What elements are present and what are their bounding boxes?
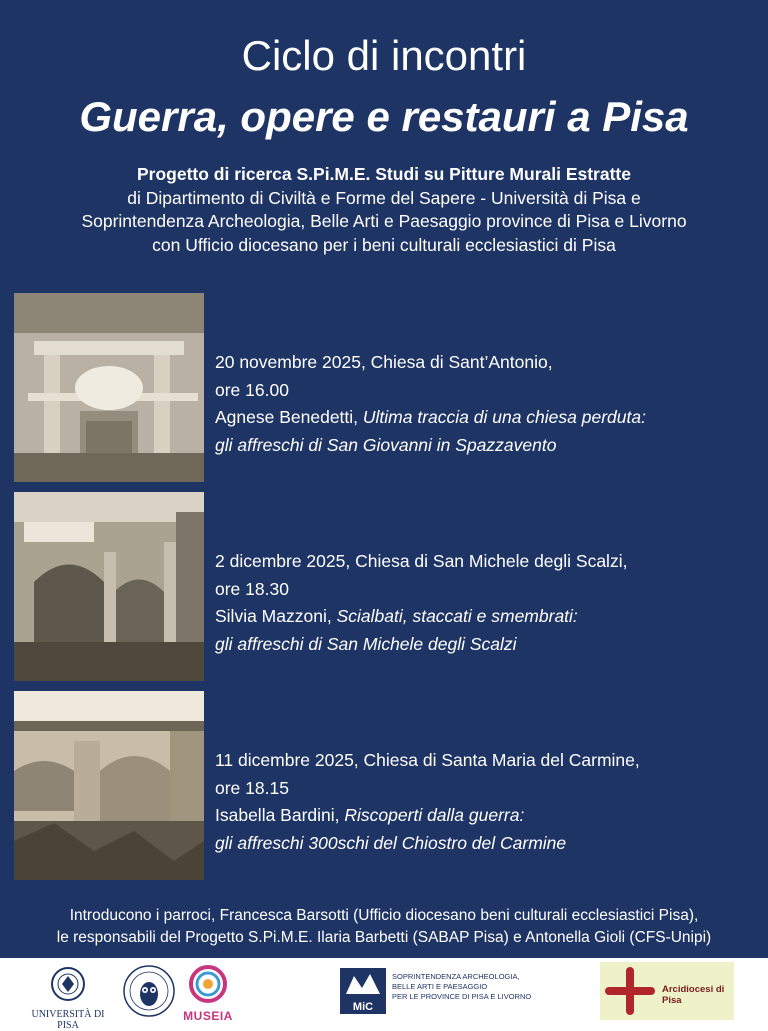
event-3 <box>14 691 764 883</box>
project-diocese: con Ufficio diocesano per i beni culturali ecclesiastici di Pisa <box>152 234 616 255</box>
logo-strip <box>0 958 768 1031</box>
event-3-title: Riscoperti dalla guerra: <box>344 805 525 825</box>
sabap-line-3: PER LE PROVINCE DI PISA E LIVORNO <box>392 992 532 1001</box>
event-3-time: ore 18.15 <box>215 777 289 798</box>
event-3-subtitle: gli affreschi 300schi del Chiostro del Carmine <box>215 832 567 853</box>
sabap-line-1: SOPRINTENDENZA ARCHEOLOGIA, <box>392 972 520 981</box>
unipi-label: UNIVERSITÀ DI PISA <box>31 1009 105 1031</box>
pisan-cross-icon <box>604 966 656 1016</box>
introductions-line-1: Introducono i parroci, Francesca Barsotti (Ufficio diocesano beni culturali ecclesiastici Pisa), <box>69 907 699 924</box>
project-dept: di Dipartimento di Civiltà e Forme del Sapere - Università di Pisa e <box>127 187 641 208</box>
sabap-line-2: BELLE ARTI E PAESAGGIO <box>392 982 488 991</box>
mic-label: MiC <box>352 1001 374 1013</box>
event-1-when: 20 novembre 2025, Chiesa di Sant’Antonio, <box>215 352 553 372</box>
event-3-talk <box>215 802 765 830</box>
owl-seal-icon <box>122 964 176 1018</box>
mic-mark-icon <box>340 968 386 998</box>
department-logo <box>122 964 176 1018</box>
event-1-speaker: Agnese Benedetti, <box>215 407 359 427</box>
event-1-time: ore 16.00 <box>215 379 289 400</box>
event-photo-church-interior-ruins <box>14 492 204 681</box>
arcidiocesi-logo <box>600 962 734 1020</box>
project-description <box>10 163 758 257</box>
event-photo-ruined-church-facade <box>14 293 204 482</box>
project-sabap: Soprintendenza Archeologia, Belle Arti e Paesaggio province di Pisa e Livorno <box>81 211 687 231</box>
main-title: Guerra, opere e restauri a Pisa <box>79 93 689 140</box>
sabap-logo <box>340 968 540 1014</box>
event-2-speaker: Silvia Mazzoni, <box>215 606 332 626</box>
event-1-subtitle: gli affreschi di San Giovanni in Spazzavento <box>215 434 557 455</box>
museia-logo <box>180 964 236 1023</box>
event-3-text <box>215 747 765 857</box>
cycle-title: Ciclo di incontri <box>241 32 527 79</box>
museia-label: MUSEIA <box>183 1009 233 1023</box>
event-1-title: Ultima traccia di una chiesa perduta: <box>362 407 646 427</box>
introductions <box>0 905 768 949</box>
mic-badge <box>340 968 386 1014</box>
sabap-text <box>392 972 562 1002</box>
event-3-when: 11 dicembre 2025, Chiesa di Santa Maria del Carmine, <box>215 750 640 770</box>
event-2-text <box>215 548 765 658</box>
event-2-subtitle: gli affreschi di San Michele degli Scalzi <box>215 633 517 654</box>
museia-swirl-icon <box>188 964 228 1004</box>
unipi-seal-icon <box>50 966 86 1002</box>
event-photo-cloister-rubble <box>14 691 204 880</box>
event-2-title: Scialbati, staccati e smembrati: <box>336 606 578 626</box>
event-3-speaker: Isabella Bardini, <box>215 805 340 825</box>
introductions-line-2: le responsabili del Progetto S.Pi.M.E. Ilaria Barbetti (SABAP Pisa) e Antonella Gioli (CFS-Unipi) <box>56 929 712 946</box>
event-2-when: 2 dicembre 2025, Chiesa di San Michele degli Scalzi, <box>215 551 628 571</box>
event-1-talk <box>215 404 765 432</box>
event-1-text <box>215 349 765 459</box>
project-name: Progetto di ricerca S.Pi.M.E. Studi su Pitture Murali Estratte <box>137 164 631 184</box>
arcidiocesi-label: Arcidiocesi di Pisa <box>662 984 725 1006</box>
event-2 <box>14 492 764 684</box>
event-2-talk <box>215 603 765 631</box>
unipi-logo <box>20 966 116 1031</box>
event-2-time: ore 18.30 <box>215 578 289 599</box>
event-1 <box>14 293 764 485</box>
